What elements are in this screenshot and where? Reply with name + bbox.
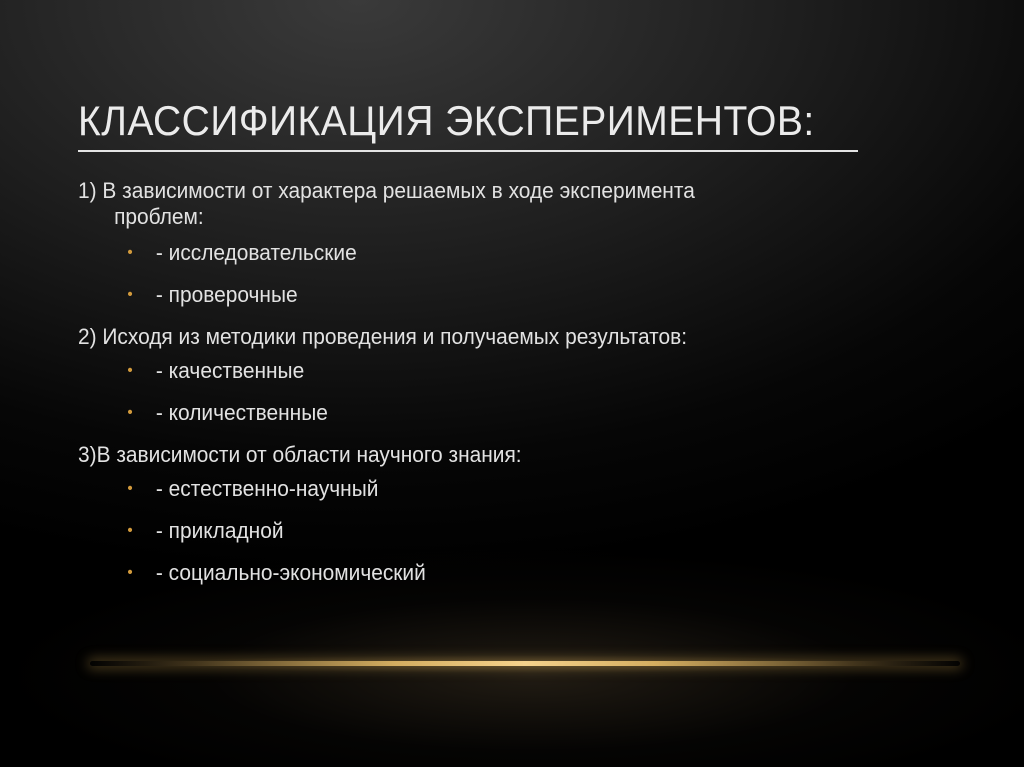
list-item (78, 392, 914, 434)
list-item (78, 510, 914, 552)
criterion-2 (78, 324, 914, 350)
list-item-label: - качественные (155, 358, 305, 383)
list-item-label: - проверочные (155, 282, 298, 307)
list-item-label: - количественные (155, 400, 328, 425)
slide-title: КЛАССИФИКАЦИЯ ЭКСПЕРИМЕНТОВ: (78, 97, 815, 144)
list-item (78, 232, 914, 274)
criterion-1-text-continued: проблем: (114, 204, 204, 229)
golden-glow-line (90, 661, 960, 666)
criterion-3 (78, 442, 914, 468)
list-item-label: - исследовательские (155, 240, 357, 265)
list-item (78, 350, 914, 392)
criterion-1 (78, 178, 914, 230)
bullet-dot-icon: • (127, 362, 133, 379)
list-item-label: - естественно-научный (155, 476, 379, 501)
bullet-dot-icon: • (127, 244, 133, 261)
bullet-dot-icon: • (127, 286, 133, 303)
criterion-2-text: 2) Исходя из методики проведения и получаемых результатов: (78, 324, 688, 349)
list-item-label: - социально-экономический (155, 560, 426, 585)
title-underline (78, 150, 858, 152)
criterion-1-text: 1) В зависимости от характера решаемых в ходе эксперимента (78, 178, 695, 203)
bullet-dot-icon: • (127, 480, 133, 497)
criterion-3-text: 3)В зависимости от области научного знания: (78, 442, 522, 467)
bullet-dot-icon: • (127, 404, 133, 421)
list-item-label: - прикладной (155, 518, 284, 543)
list-item (78, 552, 914, 594)
list-item (78, 468, 914, 510)
bullet-dot-icon: • (127, 522, 133, 539)
bullet-dot-icon: • (127, 564, 133, 581)
criterion-3-items (78, 468, 914, 594)
criterion-1-items (78, 232, 914, 316)
criterion-2-items (78, 350, 914, 434)
slide-content (78, 178, 914, 594)
list-item (78, 274, 914, 316)
